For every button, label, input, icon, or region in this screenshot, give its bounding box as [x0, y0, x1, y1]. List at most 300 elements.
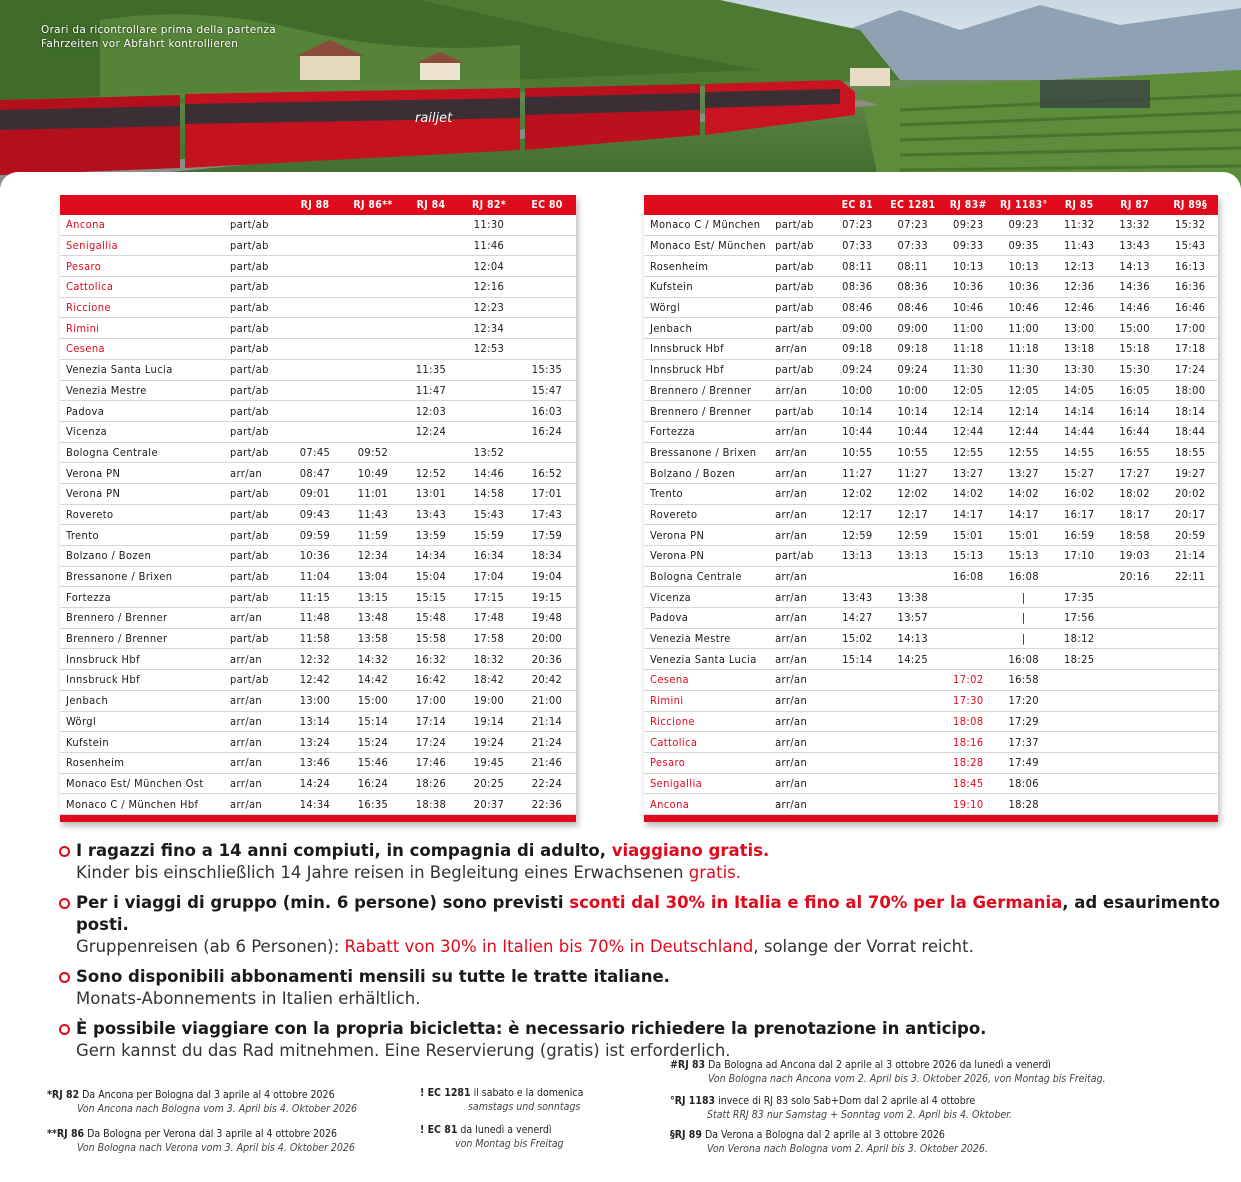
- footnote-text-de: samstags und sonntags: [468, 1101, 581, 1113]
- time-cell: 15:48: [402, 608, 460, 629]
- time-cell: 13:43: [402, 504, 460, 525]
- time-cell: [460, 359, 518, 380]
- time-cell: 16:24: [344, 773, 402, 794]
- time-cell: 09:18: [885, 339, 940, 360]
- station-name: Bologna Centrale: [60, 442, 224, 463]
- arrival-departure-type: arr/an: [224, 649, 286, 670]
- table-row: [60, 318, 576, 339]
- table-row: [644, 773, 1218, 794]
- footnote-text-de: Von Bologna nach Ancona vom 2. April bis 3. Oktober 2026, von Montag bis Freitag.: [708, 1073, 1106, 1085]
- time-cell: 14:34: [402, 546, 460, 567]
- time-cell: 13:13: [830, 546, 885, 567]
- header-train-number: EC 80: [518, 195, 576, 215]
- arrival-departure-type: part/ab: [224, 359, 286, 380]
- time-cell: 18:45: [941, 773, 996, 794]
- time-cell: 14:44: [1051, 421, 1106, 442]
- time-cell: 17:14: [402, 711, 460, 732]
- time-cell: 14:02: [941, 483, 996, 504]
- footer-bar-cell: [644, 814, 1218, 822]
- footnote-text-it: invece di RJ 83 solo Sab+Dom dal 2 aprile al 4 ottobre: [718, 1095, 976, 1107]
- table-row: [60, 773, 576, 794]
- bullet-ring-icon: [59, 846, 70, 857]
- arrival-departure-type: arr/an: [769, 421, 830, 442]
- time-cell: 12:17: [885, 504, 940, 525]
- time-cell: 16:08: [996, 566, 1051, 587]
- arrival-departure-type: arr/an: [769, 752, 830, 773]
- station-name: Riccione: [644, 711, 769, 732]
- time-cell: [830, 690, 885, 711]
- arrival-departure-type: part/ab: [224, 380, 286, 401]
- time-cell: 12:13: [1051, 256, 1106, 277]
- time-cell: [344, 318, 402, 339]
- time-cell: 09:35: [996, 235, 1051, 256]
- footnote-rj89: [670, 1128, 988, 1156]
- table-row: [60, 525, 576, 546]
- time-cell: [518, 339, 576, 360]
- time-cell: 17:02: [941, 670, 996, 691]
- time-cell: 15:35: [518, 359, 576, 380]
- time-cell: 08:46: [830, 297, 885, 318]
- time-cell: [941, 608, 996, 629]
- time-cell: 11:18: [996, 339, 1051, 360]
- station-name: Innsbruck Hbf: [60, 649, 224, 670]
- arrival-departure-type: part/ab: [224, 339, 286, 360]
- station-name: Bressanone / Brixen: [644, 442, 769, 463]
- time-cell: [518, 277, 576, 298]
- time-cell: 10:36: [941, 277, 996, 298]
- time-cell: 13:13: [885, 546, 940, 567]
- time-cell: 12:59: [885, 525, 940, 546]
- train-logo: railjet: [415, 111, 453, 126]
- time-cell: 12:32: [286, 649, 344, 670]
- time-cell: |: [996, 608, 1051, 629]
- station-name: Verona PN: [644, 546, 769, 567]
- bullet-ring-icon: [59, 972, 70, 983]
- time-cell: [830, 711, 885, 732]
- time-cell: 15:00: [1107, 318, 1162, 339]
- table-row: [60, 380, 576, 401]
- table-row: [644, 504, 1218, 525]
- table-row: [644, 401, 1218, 422]
- time-cell: 11:48: [286, 608, 344, 629]
- time-cell: 15:24: [344, 732, 402, 753]
- caption-german: Fahrzeiten vor Abfahrt kontrollieren: [41, 38, 239, 50]
- header-train-number: RJ 85: [1051, 195, 1106, 215]
- table-row: [644, 318, 1218, 339]
- table-row: [644, 380, 1218, 401]
- time-cell: [1107, 649, 1162, 670]
- time-cell: [518, 215, 576, 235]
- time-cell: 14:27: [830, 608, 885, 629]
- time-cell: [830, 566, 885, 587]
- station-name: Wörgl: [644, 297, 769, 318]
- time-cell: 17:35: [1051, 587, 1106, 608]
- time-cell: 10:36: [996, 277, 1051, 298]
- time-cell: 12:42: [286, 670, 344, 691]
- time-cell: [286, 256, 344, 277]
- time-cell: [518, 256, 576, 277]
- time-cell: 16:08: [996, 649, 1051, 670]
- time-cell: 15:32: [1162, 215, 1218, 235]
- time-cell: 19:00: [460, 690, 518, 711]
- time-cell: 19:27: [1162, 463, 1218, 484]
- time-cell: 15:13: [941, 546, 996, 567]
- time-cell: 14:58: [460, 483, 518, 504]
- time-cell: 17:37: [996, 732, 1051, 753]
- header-train-number: EC 81: [830, 195, 885, 215]
- time-cell: 14:13: [1107, 256, 1162, 277]
- table-footer-bar: [60, 814, 576, 822]
- time-cell: [286, 380, 344, 401]
- bullet-text-de: Kinder bis einschließlich 14 Jahre reisen in Begleitung eines Erwachsenen: [76, 863, 689, 882]
- table-row: [644, 546, 1218, 567]
- time-cell: [402, 339, 460, 360]
- time-cell: 14:13: [885, 628, 940, 649]
- time-cell: 08:46: [885, 297, 940, 318]
- time-cell: 09:59: [286, 525, 344, 546]
- station-name: Bolzano / Bozen: [60, 546, 224, 567]
- arrival-departure-type: part/ab: [769, 401, 830, 422]
- station-name: Ancona: [644, 794, 769, 815]
- header-blank: [769, 195, 830, 215]
- time-cell: [1107, 711, 1162, 732]
- table-row: [60, 442, 576, 463]
- table-row: [60, 339, 576, 360]
- station-name: Monaco Est/ München Ost: [60, 773, 224, 794]
- time-cell: [1107, 794, 1162, 815]
- bullet-text-de: Gruppenreisen (ab 6 Personen):: [76, 937, 345, 956]
- time-cell: 18:28: [996, 794, 1051, 815]
- caption-italian: Orari da ricontrollare prima della partenza: [41, 24, 277, 36]
- time-cell: 17:48: [460, 608, 518, 629]
- footnote-text-de: von Montag bis Freitag: [455, 1138, 564, 1150]
- table-row: [644, 483, 1218, 504]
- table-row: [60, 215, 576, 235]
- timetable-italy-to-germany: [60, 195, 576, 822]
- station-name: Cesena: [644, 670, 769, 691]
- arrival-departure-type: arr/an: [769, 525, 830, 546]
- arrival-departure-type: part/ab: [224, 215, 286, 235]
- bullet-text-it-end: , ad esaurimento posti.: [76, 893, 1221, 934]
- time-cell: [286, 235, 344, 256]
- table-row: [644, 752, 1218, 773]
- time-cell: 18:08: [941, 711, 996, 732]
- time-cell: [1051, 670, 1106, 691]
- table-row: [60, 690, 576, 711]
- time-cell: 13:48: [344, 608, 402, 629]
- station-name: Vicenza: [644, 587, 769, 608]
- bullet-text-it: È possibile viaggiare con la propria bicicletta: è necessario richiedere la prenotazione in anticipo.: [76, 1019, 987, 1038]
- time-cell: 12:53: [460, 339, 518, 360]
- time-cell: 17:27: [1107, 463, 1162, 484]
- time-cell: 09:23: [996, 215, 1051, 235]
- time-cell: 10:44: [885, 421, 940, 442]
- time-cell: 20:02: [1162, 483, 1218, 504]
- arrival-departure-type: part/ab: [769, 215, 830, 235]
- footnote-text-it: Da Ancona per Bologna dal 3 aprile al 4 ottobre 2026: [82, 1089, 335, 1101]
- time-cell: [1107, 752, 1162, 773]
- time-cell: 12:36: [1051, 277, 1106, 298]
- time-cell: 19:14: [460, 711, 518, 732]
- station-name: Venezia Mestre: [644, 628, 769, 649]
- time-cell: [286, 359, 344, 380]
- time-cell: 18:58: [1107, 525, 1162, 546]
- bullet-children-free: [56, 840, 1236, 883]
- station-name: Cesena: [60, 339, 224, 360]
- table-row: [644, 421, 1218, 442]
- time-cell: [1162, 732, 1218, 753]
- arrival-departure-type: part/ab: [769, 546, 830, 567]
- time-cell: 15:18: [1107, 339, 1162, 360]
- arrival-departure-type: arr/an: [224, 794, 286, 815]
- time-cell: 20:25: [460, 773, 518, 794]
- table-row: [60, 608, 576, 629]
- arrival-departure-type: arr/an: [769, 587, 830, 608]
- arrival-departure-type: arr/an: [769, 732, 830, 753]
- station-name: Venezia Santa Lucia: [644, 649, 769, 670]
- bullet-bicycle: [56, 1018, 1236, 1061]
- time-cell: 12:52: [402, 463, 460, 484]
- table-row: [644, 256, 1218, 277]
- time-cell: 18:38: [402, 794, 460, 815]
- time-cell: 18:42: [460, 670, 518, 691]
- time-cell: 12:24: [402, 421, 460, 442]
- time-cell: [344, 421, 402, 442]
- time-cell: 13:30: [1051, 359, 1106, 380]
- arrival-departure-type: arr/an: [769, 339, 830, 360]
- time-cell: [402, 297, 460, 318]
- table-row: [644, 608, 1218, 629]
- arrival-departure-type: arr/an: [769, 670, 830, 691]
- arrival-departure-type: part/ab: [224, 442, 286, 463]
- arrival-departure-type: arr/an: [769, 504, 830, 525]
- time-cell: 22:11: [1162, 566, 1218, 587]
- time-cell: [1107, 587, 1162, 608]
- time-cell: [286, 339, 344, 360]
- time-cell: 16:32: [402, 649, 460, 670]
- time-cell: 14:24: [286, 773, 344, 794]
- header-train-number: RJ 88: [286, 195, 344, 215]
- time-cell: 11:30: [996, 359, 1051, 380]
- station-name: Vicenza: [60, 421, 224, 442]
- time-cell: [1162, 794, 1218, 815]
- arrival-departure-type: arr/an: [769, 463, 830, 484]
- time-cell: 18:25: [1051, 649, 1106, 670]
- footnote-rj83: [670, 1058, 1106, 1086]
- station-name: Bologna Centrale: [644, 566, 769, 587]
- time-cell: 13:27: [996, 463, 1051, 484]
- time-cell: [344, 235, 402, 256]
- time-cell: 09:00: [830, 318, 885, 339]
- time-cell: 12:34: [344, 546, 402, 567]
- time-cell: 14:46: [1107, 297, 1162, 318]
- footnote-mark: §RJ 89: [670, 1129, 702, 1141]
- time-cell: 14:42: [344, 670, 402, 691]
- time-cell: 12:02: [885, 483, 940, 504]
- time-cell: 17:20: [996, 690, 1051, 711]
- footer-bar-cell: [60, 814, 576, 822]
- time-cell: [1162, 690, 1218, 711]
- time-cell: [1162, 608, 1218, 629]
- station-name: Kufstein: [644, 277, 769, 298]
- time-cell: 17:24: [1162, 359, 1218, 380]
- time-cell: 08:11: [830, 256, 885, 277]
- time-cell: 10:36: [286, 546, 344, 567]
- time-cell: 16:34: [460, 546, 518, 567]
- header-train-number: RJ 86**: [344, 195, 402, 215]
- time-cell: 19:24: [460, 732, 518, 753]
- header-train-number: EC 1281: [885, 195, 940, 215]
- time-cell: 18:34: [518, 546, 576, 567]
- time-cell: 20:16: [1107, 566, 1162, 587]
- footnote-rj1183: [670, 1094, 1012, 1122]
- station-name: Padova: [644, 608, 769, 629]
- footnote-text-de: Von Ancona nach Bologna vom 3. April bis 4. Oktober 2026: [77, 1103, 358, 1115]
- footnote-rj86: [47, 1127, 355, 1155]
- time-cell: [286, 215, 344, 235]
- table-row: [644, 359, 1218, 380]
- time-cell: [1162, 587, 1218, 608]
- time-cell: 18:44: [1162, 421, 1218, 442]
- time-cell: [344, 297, 402, 318]
- header-train-number: RJ 83#: [941, 195, 996, 215]
- table-row: [644, 525, 1218, 546]
- time-cell: 12:17: [830, 504, 885, 525]
- time-cell: [344, 256, 402, 277]
- table-row: [644, 587, 1218, 608]
- arrival-departure-type: arr/an: [769, 380, 830, 401]
- time-cell: 18:28: [941, 752, 996, 773]
- footnote-mark: ! EC 1281: [420, 1087, 471, 1099]
- footnote-text-it: il sabato e la domenica: [473, 1087, 584, 1099]
- time-cell: [402, 235, 460, 256]
- arrival-departure-type: arr/an: [769, 794, 830, 815]
- time-cell: 12:55: [996, 442, 1051, 463]
- time-cell: 20:37: [460, 794, 518, 815]
- time-cell: 11:46: [460, 235, 518, 256]
- time-cell: 11:00: [941, 318, 996, 339]
- time-cell: 18:06: [996, 773, 1051, 794]
- station-name: Brennero / Brenner: [644, 401, 769, 422]
- time-cell: 15:15: [402, 587, 460, 608]
- arrival-departure-type: part/ab: [769, 256, 830, 277]
- station-name: Fortezza: [644, 421, 769, 442]
- time-cell: [1051, 794, 1106, 815]
- station-name: Monaco C / München Hbf: [60, 794, 224, 815]
- time-cell: 14:17: [996, 504, 1051, 525]
- time-cell: 22:24: [518, 773, 576, 794]
- footnote-rj82: [47, 1088, 357, 1116]
- time-cell: 17:04: [460, 566, 518, 587]
- arrival-departure-type: part/ab: [769, 235, 830, 256]
- table-row: [60, 587, 576, 608]
- bullet-text-it: I ragazzi fino a 14 anni compiuti, in compagnia di adulto,: [76, 841, 612, 860]
- time-cell: 15:14: [830, 649, 885, 670]
- time-cell: 13:00: [286, 690, 344, 711]
- time-cell: 10:44: [830, 421, 885, 442]
- time-cell: [344, 401, 402, 422]
- time-cell: 18:16: [941, 732, 996, 753]
- table-row: [644, 670, 1218, 691]
- footnote-text-it: Da Bologna ad Ancona dal 2 aprile al 3 ottobre 2026 da lunedì a venerdì: [708, 1059, 1051, 1071]
- time-cell: 14:02: [996, 483, 1051, 504]
- arrival-departure-type: arr/an: [224, 608, 286, 629]
- time-cell: 16:08: [941, 566, 996, 587]
- time-cell: 10:00: [830, 380, 885, 401]
- station-name: Brennero / Brenner: [60, 608, 224, 629]
- time-cell: 11:59: [344, 525, 402, 546]
- time-cell: 16:03: [518, 401, 576, 422]
- table-row: [60, 463, 576, 484]
- time-cell: 16:17: [1051, 504, 1106, 525]
- time-cell: 11:30: [941, 359, 996, 380]
- arrival-departure-type: part/ab: [769, 297, 830, 318]
- station-name: Ancona: [60, 215, 224, 235]
- arrival-departure-type: arr/an: [769, 628, 830, 649]
- time-cell: 14:32: [344, 649, 402, 670]
- header-train-number: RJ 87: [1107, 195, 1162, 215]
- time-cell: 12:34: [460, 318, 518, 339]
- time-cell: [518, 442, 576, 463]
- time-cell: 22:36: [518, 794, 576, 815]
- station-name: Venezia Santa Lucia: [60, 359, 224, 380]
- bullet-text-it: Sono disponibili abbonamenti mensili su tutte le tratte italiane.: [76, 967, 670, 986]
- time-cell: 12:23: [460, 297, 518, 318]
- table-row: [644, 566, 1218, 587]
- footnote-mark: *RJ 82: [47, 1089, 80, 1101]
- time-cell: 21:24: [518, 732, 576, 753]
- table-header-row: [60, 195, 576, 215]
- time-cell: 15:01: [996, 525, 1051, 546]
- time-cell: 17:56: [1051, 608, 1106, 629]
- time-cell: 12:03: [402, 401, 460, 422]
- time-cell: 17:46: [402, 752, 460, 773]
- time-cell: 20:42: [518, 670, 576, 691]
- time-cell: 13:59: [402, 525, 460, 546]
- time-cell: 09:52: [344, 442, 402, 463]
- time-cell: [402, 256, 460, 277]
- time-cell: 17:18: [1162, 339, 1218, 360]
- station-name: Innsbruck Hbf: [60, 670, 224, 691]
- table-row: [60, 401, 576, 422]
- time-cell: [286, 277, 344, 298]
- arrival-departure-type: arr/an: [224, 711, 286, 732]
- time-cell: 18:14: [1162, 401, 1218, 422]
- station-name: Cattolica: [60, 277, 224, 298]
- table-row: [60, 732, 576, 753]
- station-name: Verona PN: [60, 463, 224, 484]
- time-cell: [344, 215, 402, 235]
- time-cell: 19:48: [518, 608, 576, 629]
- table-row: [60, 752, 576, 773]
- bullet-highlight-it: viaggiano gratis.: [611, 841, 770, 860]
- time-cell: 15:46: [344, 752, 402, 773]
- footnote-mark: **RJ 86: [47, 1128, 85, 1140]
- time-cell: 11:01: [344, 483, 402, 504]
- time-cell: 16:42: [402, 670, 460, 691]
- time-cell: 07:33: [885, 235, 940, 256]
- time-cell: [460, 401, 518, 422]
- arrival-departure-type: part/ab: [224, 587, 286, 608]
- time-cell: 17:29: [996, 711, 1051, 732]
- time-cell: 18:55: [1162, 442, 1218, 463]
- time-cell: [830, 670, 885, 691]
- time-cell: [1107, 773, 1162, 794]
- time-cell: [402, 442, 460, 463]
- table-row: [644, 277, 1218, 298]
- bullet-text-it: Per i viaggi di gruppo (min. 6 persone) sono previsti: [76, 893, 570, 912]
- time-cell: 11:47: [402, 380, 460, 401]
